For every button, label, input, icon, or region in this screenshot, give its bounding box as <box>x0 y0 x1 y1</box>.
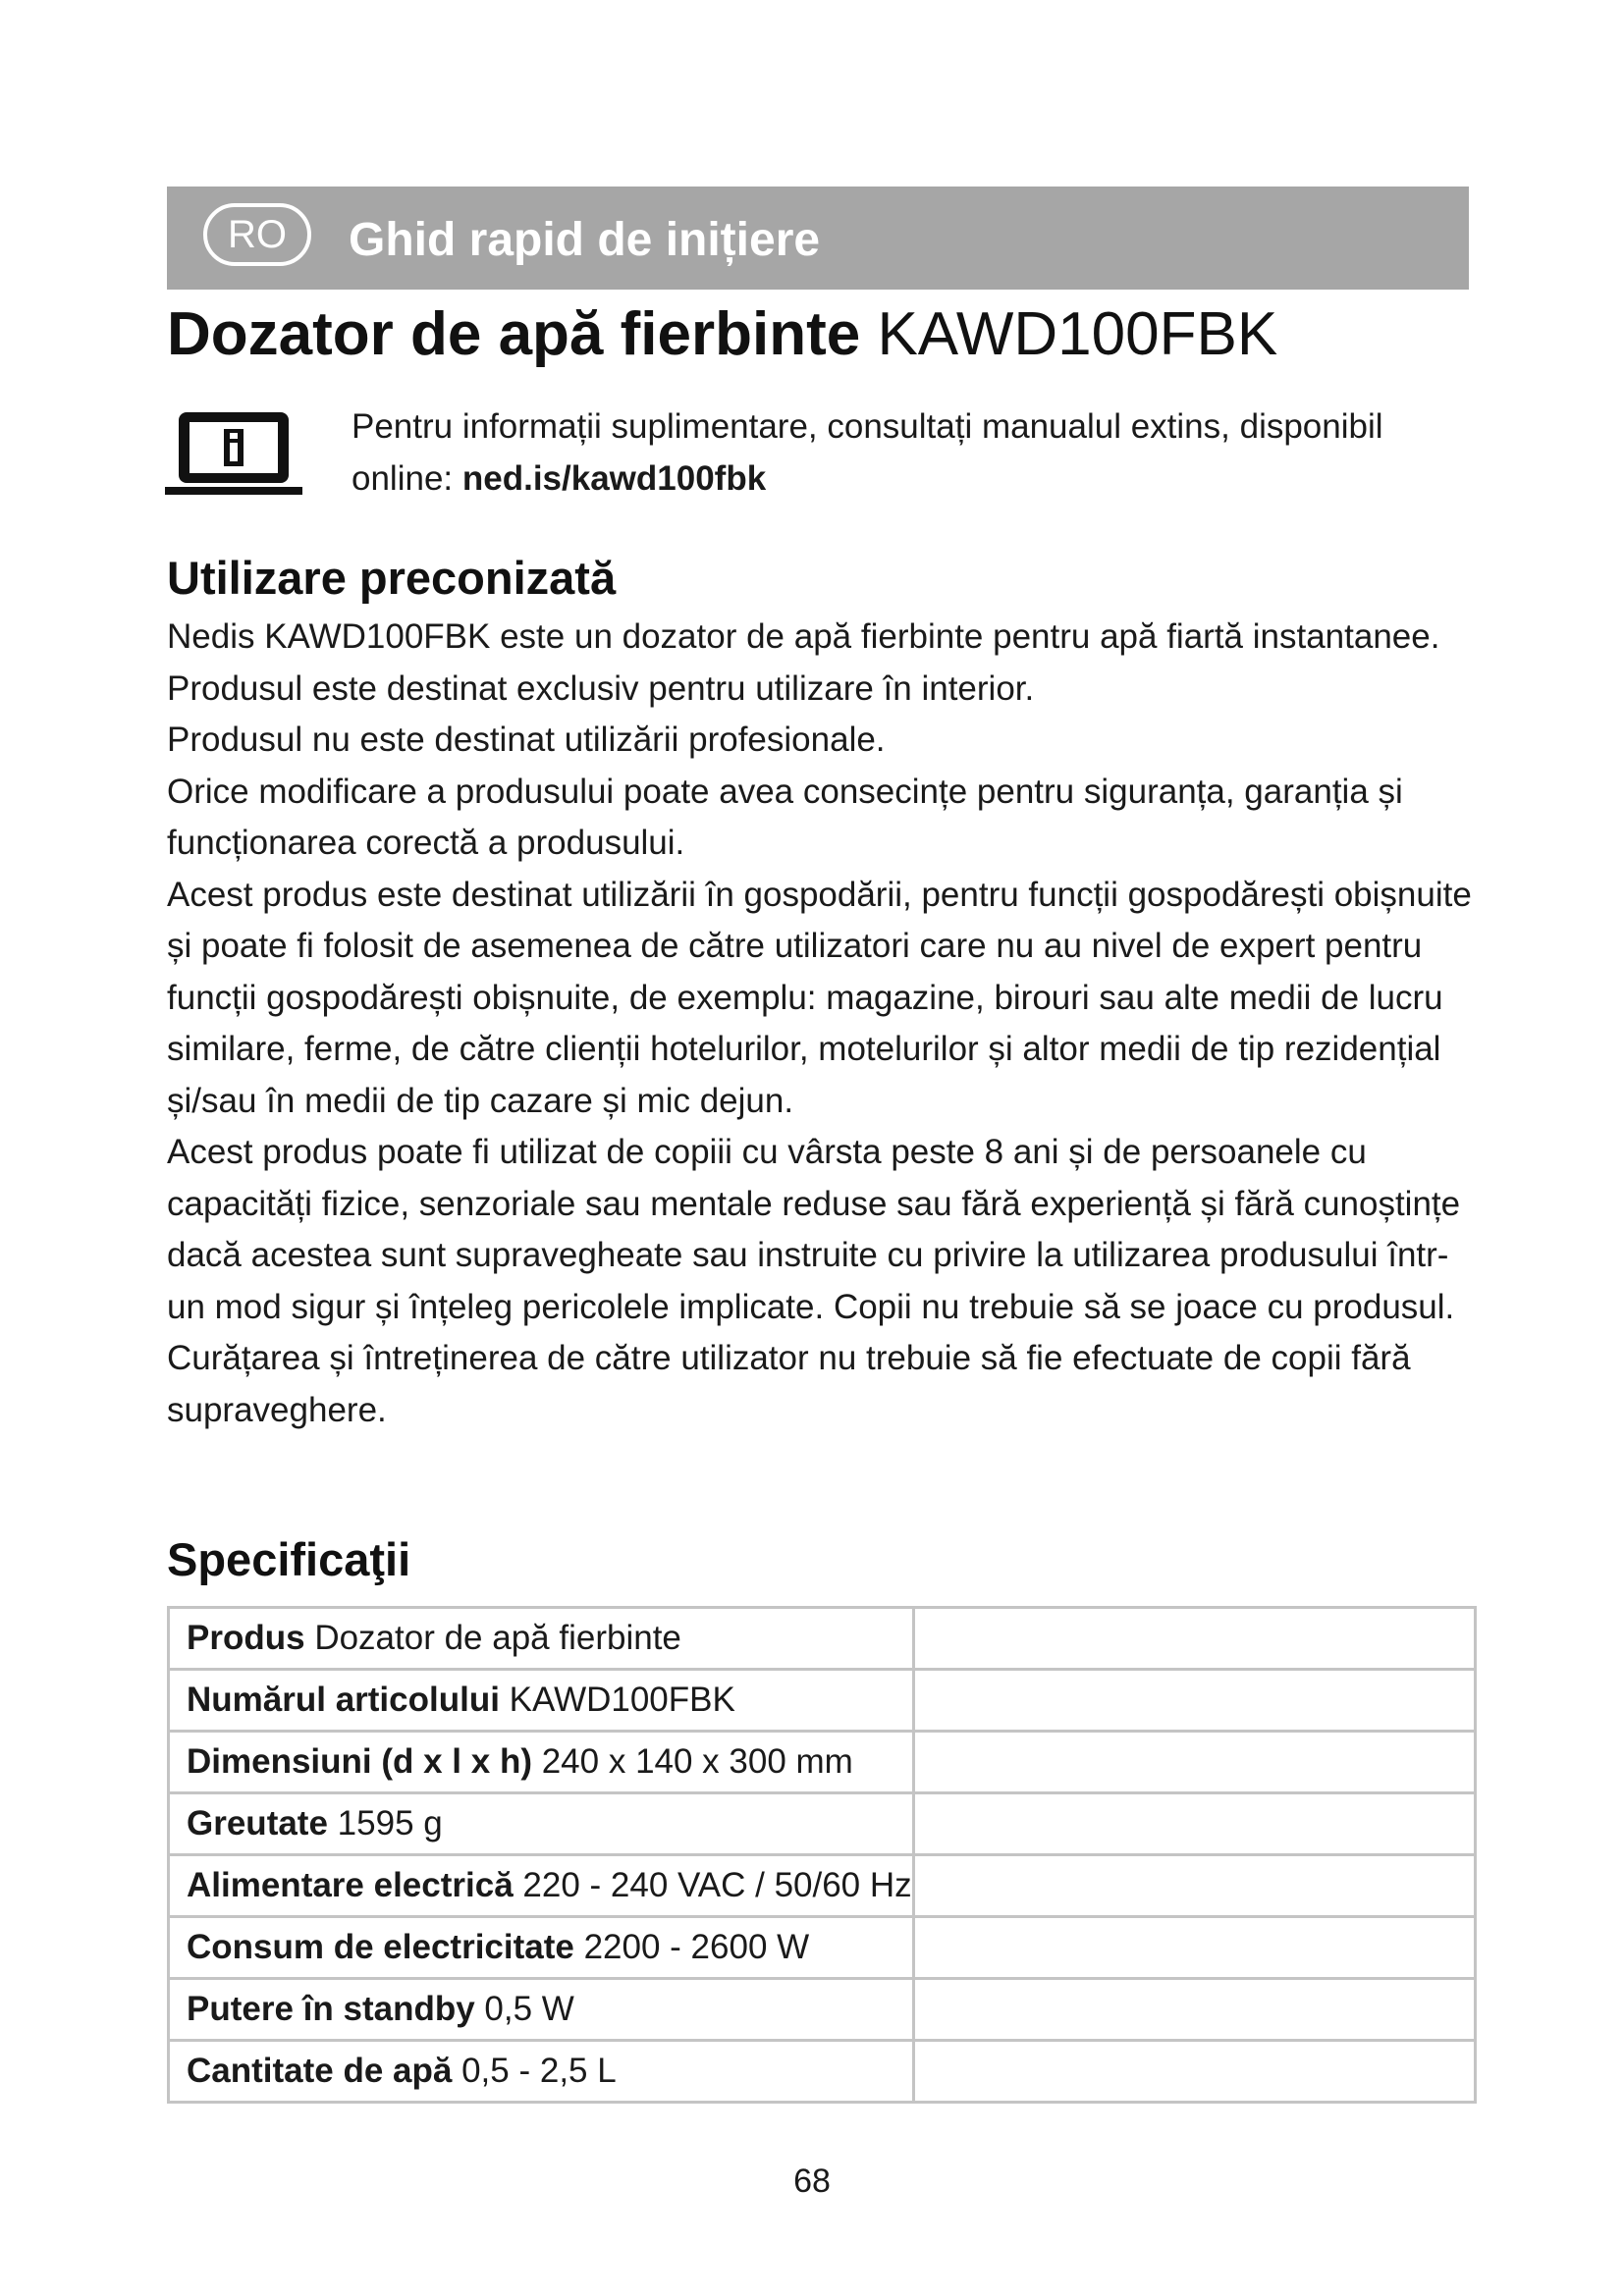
spec-empty-cell <box>913 1608 1475 1670</box>
table-row <box>169 1917 1476 1979</box>
info-text <box>352 400 1471 505</box>
banner-title: Ghid rapid de inițiere <box>349 214 821 266</box>
spec-cell <box>169 1917 914 1979</box>
spec-cell <box>169 1608 914 1670</box>
usage-paragraph: Acest produs este destinat utilizării în gospodării, pentru funcții gospodărești obișnuite și poate fi folosit de asemenea de către utilizatori care nu au nivel de expert pentru funcții gospodărești obișnuite, de exemplu: magazine, birouri sau alte medii de lucru similare, ferme, de către clienții hotelurilor, motelurilor și altor medii de tip rezidențial și/sau în medii de tip cazare și mic dejun. <box>167 875 1472 1120</box>
table-row <box>169 1855 1476 1917</box>
table-row <box>169 1670 1476 1732</box>
spec-empty-cell <box>913 1670 1475 1732</box>
specs-table <box>167 1606 1477 2104</box>
spec-label: Greutate <box>187 1804 328 1842</box>
language-badge: RO <box>203 203 311 266</box>
spec-cell <box>169 1793 914 1855</box>
spec-empty-cell <box>913 1917 1475 1979</box>
usage-paragraph: Produsul nu este destinat utilizării profesionale. <box>167 721 886 759</box>
usage-text <box>167 612 1483 1436</box>
table-row <box>169 1979 1476 2041</box>
info-sentence: Pentru informații suplimentare, consultați manualul extins, disponibil online: <box>352 407 1383 498</box>
spec-value: 220 - 240 VAC / 50/60 Hz <box>522 1866 912 1904</box>
table-row <box>169 1793 1476 1855</box>
usage-heading: Utilizare preconizată <box>167 552 617 604</box>
spec-cell <box>169 1979 914 2041</box>
spec-label: Numărul articolului <box>187 1681 500 1719</box>
spec-value: 1595 g <box>337 1804 443 1842</box>
manual-link[interactable]: ned.is/kawd100fbk <box>461 459 767 498</box>
spec-cell <box>169 1732 914 1793</box>
spec-label: Putere în standby <box>187 1990 475 2028</box>
product-title <box>167 296 1277 373</box>
usage-paragraph: Nedis KAWD100FBK este un dozator de apă fierbinte pentru apă fiartă instantanee. <box>167 617 1440 656</box>
spec-value: 240 x 140 x 300 mm <box>541 1742 853 1781</box>
spec-label: Cantitate de apă <box>187 2052 453 2090</box>
spec-cell <box>169 2041 914 2103</box>
spec-empty-cell <box>913 1793 1475 1855</box>
spec-value: KAWD100FBK <box>509 1681 735 1719</box>
usage-paragraph: Produsul este destinat exclusiv pentru utilizare în interior. <box>167 668 1035 708</box>
spec-empty-cell <box>913 1732 1475 1793</box>
laptop-info-icon <box>165 408 302 497</box>
spec-empty-cell <box>913 2041 1475 2103</box>
specs-heading: Specificaţii <box>167 1533 411 1585</box>
table-row <box>169 1732 1476 1793</box>
spec-label: Produs <box>187 1619 305 1657</box>
spec-label: Alimentare electrică <box>187 1866 514 1904</box>
spec-empty-cell <box>913 1855 1475 1917</box>
table-row <box>169 2041 1476 2103</box>
spec-value: 0,5 - 2,5 L <box>461 2052 617 2090</box>
spec-cell <box>169 1670 914 1732</box>
page-number: 68 <box>793 2163 831 2200</box>
spec-value: 2200 - 2600 W <box>583 1928 810 1966</box>
product-model: KAWD100FBK <box>877 300 1278 368</box>
spec-label: Consum de electricitate <box>187 1928 574 1966</box>
spec-value: 0,5 W <box>484 1990 574 2028</box>
spec-value: Dozator de apă fierbinte <box>314 1619 681 1657</box>
spec-empty-cell <box>913 1979 1475 2041</box>
usage-paragraph: Acest produs poate fi utilizat de copiii cu vârsta peste 8 ani și de persoanele cu capacități fizice, senzoriale sau mentale reduse sau fără experiență și fără cunoștințe dacă acestea sunt supravegheate sau instruite cu privire la utilizarea produsului într-un mod sigur și înțeleg pericolele implicate. Copii nu trebuie să se joace cu produsul. Curățarea și întreținerea de către utilizator nu trebuie să fie efectuate de copii fără supraveghere. <box>167 1133 1461 1429</box>
spec-cell <box>169 1855 914 1917</box>
table-row <box>169 1608 1476 1670</box>
spec-label: Dimensiuni (d x l x h) <box>187 1742 532 1781</box>
usage-paragraph: Orice modificare a produsului poate avea consecințe pentru siguranța, garanția și funcționarea corectă a produsului. <box>167 772 1403 862</box>
header-banner <box>167 187 1469 290</box>
product-name: Dozator de apă fierbinte <box>167 300 861 368</box>
